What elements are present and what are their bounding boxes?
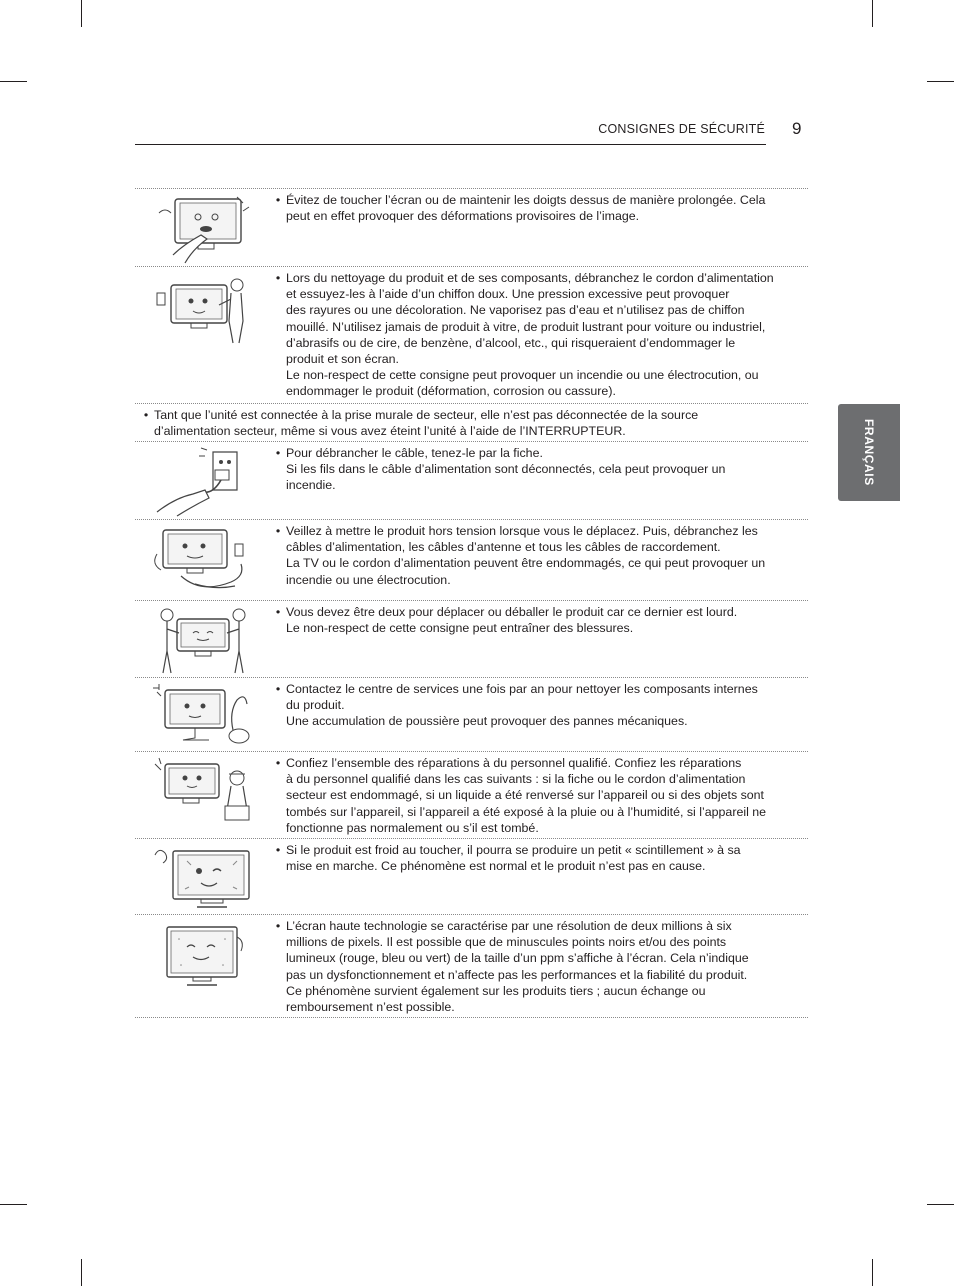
item-text-line: Pour débrancher le câble, tenez-le par la fiche. bbox=[286, 446, 543, 460]
item-text-line: du produit. bbox=[286, 698, 345, 713]
item-text-line: Vous devez être deux pour déplacer ou déballer le produit car ce dernier est lourd. bbox=[286, 605, 738, 619]
illustration bbox=[135, 520, 270, 600]
safety-item: • Évitez de toucher l’écran ou de maintenir les doigts dessus de manière prolongée. Cela peut en effet provoquer des déformations provisoires de l’image. bbox=[135, 188, 808, 266]
safety-item: • Vous devez être deux pour déplacer ou déballer le produit car ce dernier est lourd. Le non-respect de cette consigne peut entraîner des blessures. bbox=[135, 600, 808, 677]
tv-with-vacuum-cleaner-icon bbox=[153, 682, 253, 748]
illustration bbox=[135, 267, 270, 403]
item-text-line: Évitez de toucher l’écran ou de maintenir les doigts dessus de manière prolongée. Cela bbox=[286, 193, 766, 207]
illustration bbox=[135, 442, 270, 519]
winking-tv-flicker-icon bbox=[151, 843, 255, 913]
illustration bbox=[135, 752, 270, 838]
item-text-line: incendie. bbox=[286, 478, 336, 493]
item-text-line: La TV ou le cordon d’alimentation peuvent être endommagés, ce qui peut provoquer un bbox=[286, 556, 766, 571]
hand-pulling-plug-icon bbox=[153, 446, 253, 518]
illustration bbox=[135, 915, 270, 1017]
safety-item: • Lors du nettoyage du produit et de ses composants, débranchez le cordon d’alimentation et essuyez-les à l’aide d’un chiffon doux. Une pression excessive peut provoquer des rayures ou une décoloration. Ne vaporisez pas d’eau et n’utilisez pas de chiffon mouillé. N’utilisez jamais de produit à vitre, de produit lustrant pour voiture ou industriel, d’abrasifs ou de cire, de benzène, d’alcool, etc., qui risqueraient d’endommager le produit et son écran. Le non-respect de cette consigne peut provoquer un incendie ou une électrocution, ou endommager le produit (déformation, corrosion ou cassure). bbox=[135, 266, 808, 403]
two-people-carrying-tv-icon bbox=[155, 605, 251, 677]
crop-mark bbox=[872, 1259, 873, 1286]
item-text-line: Ce phénomène survient également sur les produits tiers ; aucun échange ou bbox=[286, 983, 706, 998]
crop-mark bbox=[81, 1259, 82, 1286]
safety-item: • Si le produit est froid au toucher, il pourra se produire un petit « scintillement » à sa mise en marche. Ce phénomène est normal et le produit n’est pas en cause. bbox=[135, 838, 808, 914]
item-text-line: Si le produit est froid au toucher, il pourra se produire un petit « scintillement » à sa bbox=[286, 843, 741, 857]
item-text-line: Une accumulation de poussière peut provoquer des pannes mécaniques. bbox=[286, 714, 688, 729]
item-text-line: Le non-respect de cette consigne peut entraîner des blessures. bbox=[286, 621, 634, 636]
safety-list bbox=[135, 188, 808, 1018]
item-text-line: incendie ou une électrocution. bbox=[286, 572, 451, 587]
item-text-line: L’écran haute technologie se caractérise par une résolution de deux millions à six bbox=[286, 919, 732, 933]
item-text-line: lumineux (rouge, bleu ou vert) de la taille d’un ppm s’affiche à l’écran. Cela n’indique bbox=[286, 951, 749, 966]
item-text-line: Veillez à mettre le produit hors tension lorsque vous le déplacez. Puis, débranchez les bbox=[286, 524, 758, 538]
item-text-line: secteur est endommagé, si un liquide a été renversé sur l’appareil ou si des objets sont bbox=[286, 788, 764, 803]
safety-item: • Contactez le centre de services une fois par an pour nettoyer les composants internes du produit. Une accumulation de poussière peut provoquer des pannes mécaniques. bbox=[135, 677, 808, 751]
item-text-line: à du personnel qualifié dans les cas suivants : si la fiche ou le cordon d’alimentation bbox=[286, 772, 746, 787]
safety-item: • Confiez l’ensemble des réparations à du personnel qualifié. Confiez les réparations à du personnel qualifié dans les cas suivants : si la fiche ou le cordon d’alimentation secteur est endommagé, si un liquide a été renversé sur l’appareil ou si des objets sont tombés sur l’appareil, si l’appareil a été exposé à la pluie ou à l’humidité, si l’appareil ne fonctionne pas normalement ou s’il est tombé. bbox=[135, 751, 808, 838]
crop-mark bbox=[927, 1204, 954, 1205]
safety-item: • Pour débrancher le câble, tenez-le par la fiche. Si les fils dans le câble d’alimentation sont déconnectés, cela peut provoquer un incendie. bbox=[135, 441, 808, 519]
item-text-line: d’alimentation secteur, même si vous avez éteint l’unité à l’aide de l’INTERRUPTEUR. bbox=[154, 424, 626, 439]
technician-repairing-tv-icon bbox=[151, 756, 255, 828]
safety-item: • L’écran haute technologie se caractérise par une résolution de deux millions à six millions de pixels. Il est possible que de minuscules points noirs et/ou des points lumineux (rouge, bleu ou vert) de la taille d’un ppm s’affiche à l’écran. Cela n’indique pas un dysfonctionnement et n’affecte pas les performances et la fiabilité du produit. Ce phénomène survient également sur les produits tiers ; aucun échange ou remboursement n’est possible. bbox=[135, 914, 808, 1018]
crop-mark bbox=[0, 81, 27, 82]
crop-mark bbox=[0, 1204, 27, 1205]
item-text-line: fonctionne pas normalement ou s’il est tombé. bbox=[286, 820, 539, 835]
item-text-line: mise en marche. Ce phénomène est normal et le produit n’est pas en cause. bbox=[286, 859, 706, 874]
illustration bbox=[135, 601, 270, 677]
crop-mark bbox=[927, 81, 954, 82]
item-text-line: peut en effet provoquer des déformations provisoires de l’image. bbox=[286, 209, 640, 224]
section-title: CONSIGNES DE SÉCURITÉ bbox=[598, 122, 765, 136]
item-text-line: d’abrasifs ou de cire, de benzène, d’alcool, etc., qui risqueraient d’endommager le bbox=[286, 335, 736, 350]
item-text-line: mouillé. N’utilisez jamais de produit à vitre, de produit lustrant pour voiture ou industriel, bbox=[286, 319, 766, 334]
illustration bbox=[135, 839, 270, 914]
finger-touching-screen-icon bbox=[153, 193, 253, 265]
item-text-line: Confiez l’ensemble des réparations à du personnel qualifié. Confiez les réparations bbox=[286, 756, 742, 770]
illustration bbox=[135, 678, 270, 751]
safety-item: • Veillez à mettre le produit hors tension lorsque vous le déplacez. Puis, débranchez les câbles d’alimentation, les câbles d’antenne et tous les câbles de raccordement. La TV ou le cordon d’alimentation peuvent être endommagés, ce qui peut provoquer un incendie ou une électrocution. bbox=[135, 519, 808, 600]
item-text-line: produit et son écran. bbox=[286, 352, 399, 367]
crop-mark bbox=[81, 0, 82, 27]
page-number: 9 bbox=[792, 119, 802, 138]
item-text-line: pas un dysfonctionnement et n’affecte pas les performances et la fiabilité du produit. bbox=[286, 967, 748, 982]
illustration bbox=[135, 189, 270, 266]
item-text-line: Contactez le centre de services une fois par an pour nettoyer les composants internes bbox=[286, 682, 758, 696]
item-text-line: millions de pixels. Il est possible que de minuscules points noirs et/ou des points bbox=[286, 935, 727, 950]
language-tab-label: FRANÇAIS bbox=[862, 419, 876, 486]
crop-mark bbox=[872, 0, 873, 27]
item-text-line: tombés sur l’appareil, si l’appareil a été exposé à la pluie ou à l’humidité, si l’appareil ne bbox=[286, 804, 767, 819]
language-tab bbox=[838, 404, 900, 501]
item-text-line: endommager le produit (déformation, corrosion ou cassure). bbox=[286, 384, 616, 399]
item-text-line: Tant que l’unité est connectée à la prise murale de secteur, elle n’est pas déconnectée de la source bbox=[154, 408, 699, 422]
item-text-line: Le non-respect de cette consigne peut provoquer un incendie ou une électrocution, ou bbox=[286, 368, 759, 383]
tv-with-unplugged-cables-icon bbox=[151, 524, 255, 596]
header-rule bbox=[135, 144, 766, 145]
item-text-line: et essuyez-les à l’aide d’un chiffon doux. Une pression excessive peut provoquer bbox=[286, 287, 730, 302]
item-text-line: Si les fils dans le câble d’alimentation sont déconnectés, cela peut provoquer un bbox=[286, 462, 726, 477]
tv-screen-pixels-icon bbox=[153, 919, 253, 991]
person-cleaning-tv-icon bbox=[153, 271, 253, 347]
item-text-line: Lors du nettoyage du produit et de ses composants, débranchez le cordon d’alimentation bbox=[286, 271, 774, 285]
safety-item: • Tant que l’unité est connectée à la prise murale de secteur, elle n’est pas déconnectée de la source d’alimentation secteur, même si vous avez éteint l’unité à l’aide de l’INTERRUPTEUR. bbox=[135, 403, 808, 441]
item-text-line: remboursement n’est possible. bbox=[286, 1000, 455, 1015]
item-text-line: câbles d’alimentation, les câbles d’antenne et tous les câbles de raccordement. bbox=[286, 540, 721, 555]
item-text-line: des rayures ou une décoloration. Ne vaporisez pas d’eau et n’utilisez pas de chiffon bbox=[286, 303, 745, 318]
